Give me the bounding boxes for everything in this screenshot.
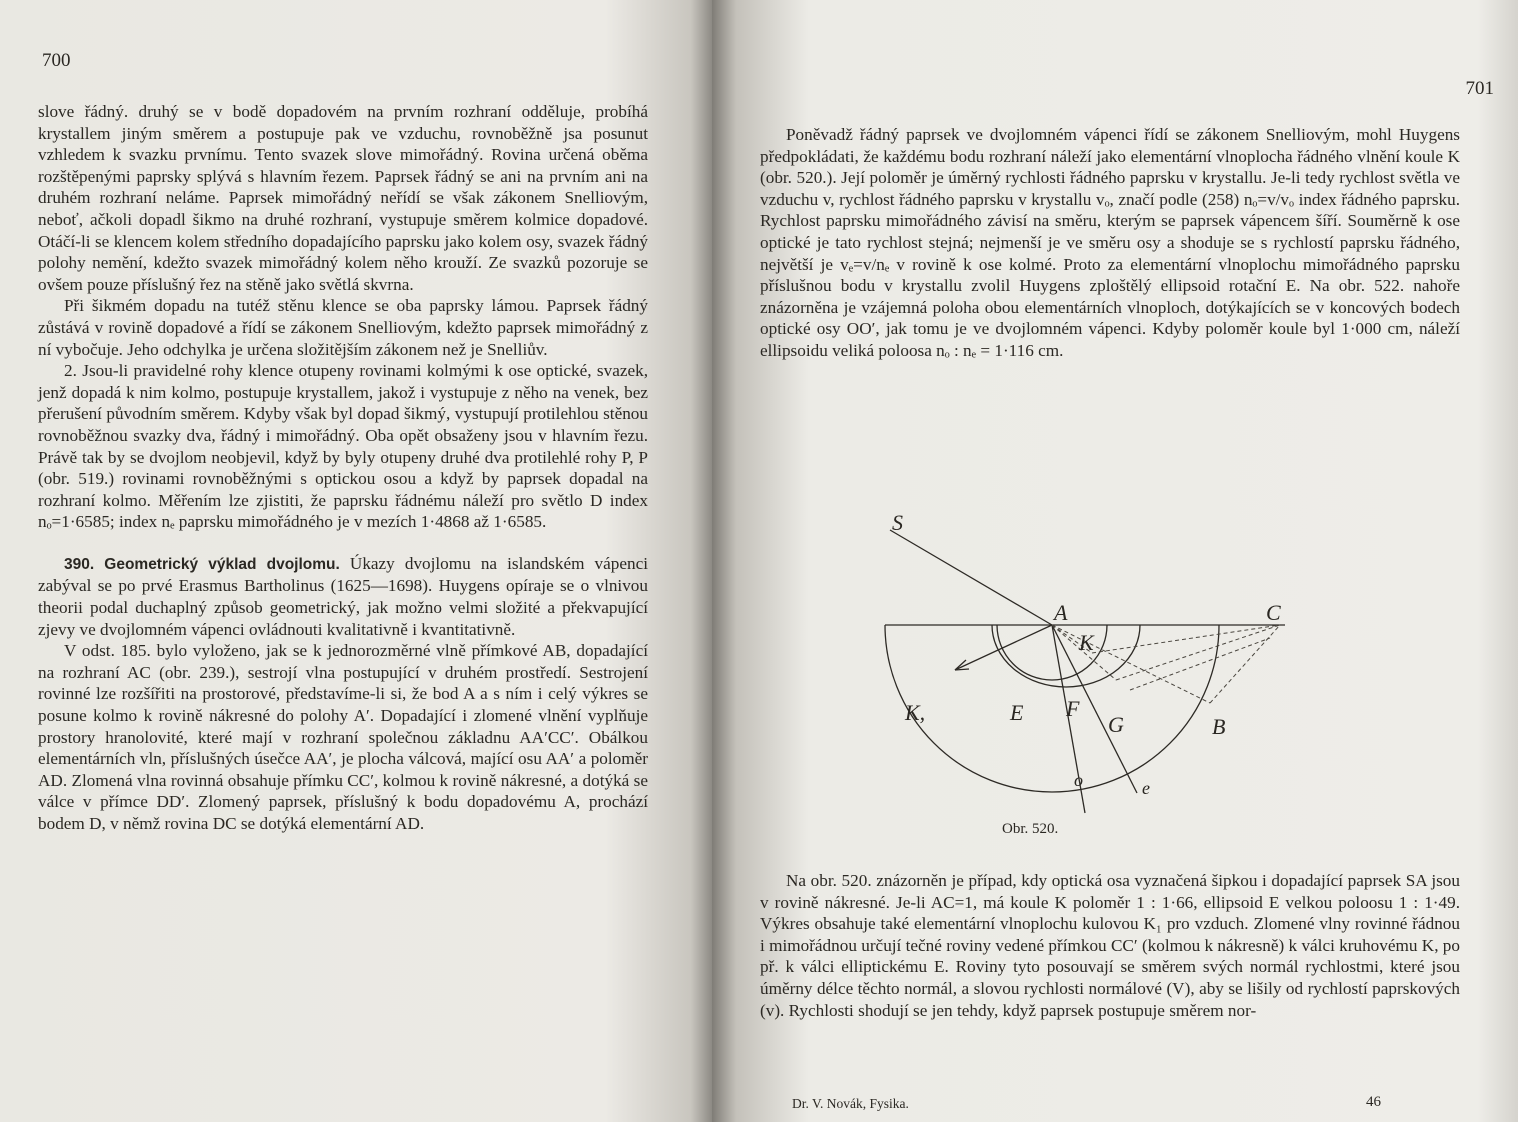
tangent-line <box>1130 638 1270 690</box>
label-f: F <box>1066 696 1080 721</box>
tangent-line <box>1052 625 1210 703</box>
label-e-ellipsoid: E <box>1010 700 1024 725</box>
extraordinary-ray <box>1052 625 1137 793</box>
footer-sheet-number: 46 <box>1366 1094 1381 1110</box>
label-k1: K, <box>905 700 926 725</box>
figure-520 <box>830 508 1430 838</box>
incident-ray <box>890 530 1052 625</box>
tangent-line <box>1116 625 1280 680</box>
label-k: K <box>1079 630 1094 655</box>
figure-caption: Obr. 520. <box>1002 821 1059 837</box>
wavefront-k1 <box>885 625 1219 792</box>
page-number-right: 701 <box>1465 78 1494 99</box>
paragraph: Poněvadž řádný paprsek ve dvojlomném vápenci řídí se zákonem Snelliovým, mohl Huygens předpokládati, že každému bodu rozhraní náleží jako elementární vlnoplocha řádného vlnění koule K (obr. 520.). Její poloměr je úměrný rychlosti řádného paprsku v krystallu. Je-li tedy rychlost světla ve vzduchu v, rychlost řádného paprsku v krystallu vₒ, značí podle (258) nₒ=v/vₒ index řádného paprsku. Rychlost paprsku mimořádného závisí na směru, kterým se paprsek vápencem šíří. Souměrně k ose optické je tato rychlost stejná; nejmenší je ve směru osy a shoduje se s rychlostí paprsku řádného, největší je vₑ=v/nₑ v rovině k ose kolmé. Proto za elementární vlnoplochu mimořádného paprsku příslušnou bodu v krystallu zvolil Huygens zploštělý ellipsoid rotační E. Na obr. 522. nahoře znázorněna je vzájemná poloha obou elementárních vlnoploch, dotýkajících se v koncových bodech optické osy OO′, jak tomu je ve dvojlomném vápenci. Kdyby poloměr koule byl 1·000 cm, náleží ellipsoidu veliká poloosa nₒ : nₑ = 1·116 cm. <box>760 125 1460 360</box>
section-heading: 390. Geometrický výklad dvojlomu. <box>64 555 340 573</box>
label-c: C <box>1266 600 1281 625</box>
footer-author: Dr. V. Novák, Fysika. <box>792 1096 909 1111</box>
label-b: B <box>1212 714 1226 739</box>
label-s: S <box>892 510 903 535</box>
section-paragraph <box>38 553 648 640</box>
paragraph: V odst. 185. bylo vyloženo, jak se k jednorozměrné vlně přímkové AB, dopadající na rozhraní AC (obr. 239.), sestrojí vlna postupující v druhém prostředí. Sestrojení rovinné lze rozšířiti na prostorové, představíme-li si, že bod A a s ním i celý výkres se posune kolmo k rovině nákresné do polohy A′. Dopadající i zlomené vlnění vyplňuje prostory hranolovité, které mají v rozhraní společnou základnu AA′CC′. Obálkou elementárních vln, příslušných úsečce AA′, je plocha válcová, mající osu AA′ a poloměr AD. Zlomená vlna rovinná obsahuje přímku CC′, kolmou k rovině nákresné, a dotýká se válce v přímce DD′. Zlomený paprsek, příslušný k bodu dopadovému A, prochází bodem D, v němž rovina DC se dotýká elementární AD. <box>38 641 648 833</box>
label-o: o <box>1074 770 1083 790</box>
left-page-text <box>38 101 648 835</box>
paragraph: 2. Jsou-li pravidelné rohy klence otupeny rovinami kolmými k ose optické, svazek, jenž dopadá k nim kolmo, postupuje krystallem, jakož i vystupuje z něho na venek, bez přerušení původním směrem. Kdyby však byl dopad šikmý, vystupují protilehlou stěnou rovnoběžnou svazky dva, řádný i mimořádný. Oba opět obsaženy jsou v hlavním řezu. Právě tak by se dvojlom neobjevil, když by byly otupeny druhé dva protilehlé rohy P, P (obr. 519.) rovinami rovnoběžnými s optickou osou a když by paprsek dopadal na rozhraní kolmo. Měřením lze zjistiti, že paprsku řádnému náleží pro světlo D index nₒ=1·6585; index nₑ paprsku mimořádného je v mezích 1·4868 až 1·6585. <box>38 361 648 532</box>
section-text: Úkazy dvojlomu na islandském vápenci zabýval se po prvé Erasmus Bartholinus (1625—1698). Huygens opíraje se o vlnivou theorii podal duchaplný způsob geometrický, jak možno velmi složité a překvapující zjevy ve dvojlomném vápenci ovládnouti kvalitativně i kvantitativně. <box>38 553 648 639</box>
tangent-line <box>1092 625 1280 653</box>
left-page <box>0 0 712 1122</box>
paragraph: Při šikmém dopadu na tutéž stěnu klence se oba paprsky lámou. Paprsek řádný zůstává v rovině dopadové a řídí se zákonem Snelliovým, kdežto paprsek mimořádný z ní vybočuje. Jeho odchylka je určena složitějším zákonem než je Snelliův. <box>38 296 648 359</box>
paragraph: Na obr. 520. znázorněn je případ, kdy optická osa vyznačená šipkou i dopadající paprsek SA jsou v rovině nákresné. Je-li AC=1, má koule K poloměr 1 : 1·66, ellipsoid E velkou poloosu 1 : 1·49. Výkres obsahuje také elementární vlnoplochu kulovou K₁ pro vzduch. Zlomené vlny rovinné řádnou i mimořádnou určují tečné roviny vedené přímkou CC′ (kolmou k nákresně) k válci kruhovému K, po př. k válci elliptickému E. Roviny tyto posouvají se směrem svých normál rychlostmi, které jsou úměrny délce těchto normál, a slovou rychlosti normálové (V), aby se lišily od rychlostí paprskových (v). Rychlosti shodují se jen tehdy, když paprsek postupuje směrem nor- <box>760 871 1460 1020</box>
optic-axis <box>955 625 1052 670</box>
label-a: A <box>1054 600 1068 625</box>
right-page-text-top <box>760 124 1460 362</box>
label-g: G <box>1108 712 1124 737</box>
page-number-left: 700 <box>42 50 71 71</box>
right-page-text-bottom <box>760 870 1460 1021</box>
paragraph: slove řádný. druhý se v bodě dopadovém na prvním rozhraní odděluje, probíhá krystallem jiným směrem a postupuje pak ve vzduchu, rovnoběžně jsa posunut vzhledem k svazku prvnímu. Tento svazek slove mimořádný. Rovina určená oběma rozštěpenými paprsky splývá s hlavním řezem. Paprsek řádný se ani na prvním ani na druhém rozhraní neláme. Paprsek mimořádný neřídí se však zákonem Snelliovým, neboť, ačkoli dopadl šikmo na druhé rozhraní, vystupuje směrem kolmice dopadové. Otáčí-li se klencem kolem středního dopadajícího paprsku jako kolem osy, svazek řádný polohy nemění, kdežto svazek mimořádný kolem něho krouží. Ze svazků pozoruje se ovšem pouze příslušný řez na stěně jako světlá skvrna. <box>38 102 648 294</box>
right-page <box>712 0 1518 1122</box>
label-e-ray: e <box>1142 778 1150 798</box>
